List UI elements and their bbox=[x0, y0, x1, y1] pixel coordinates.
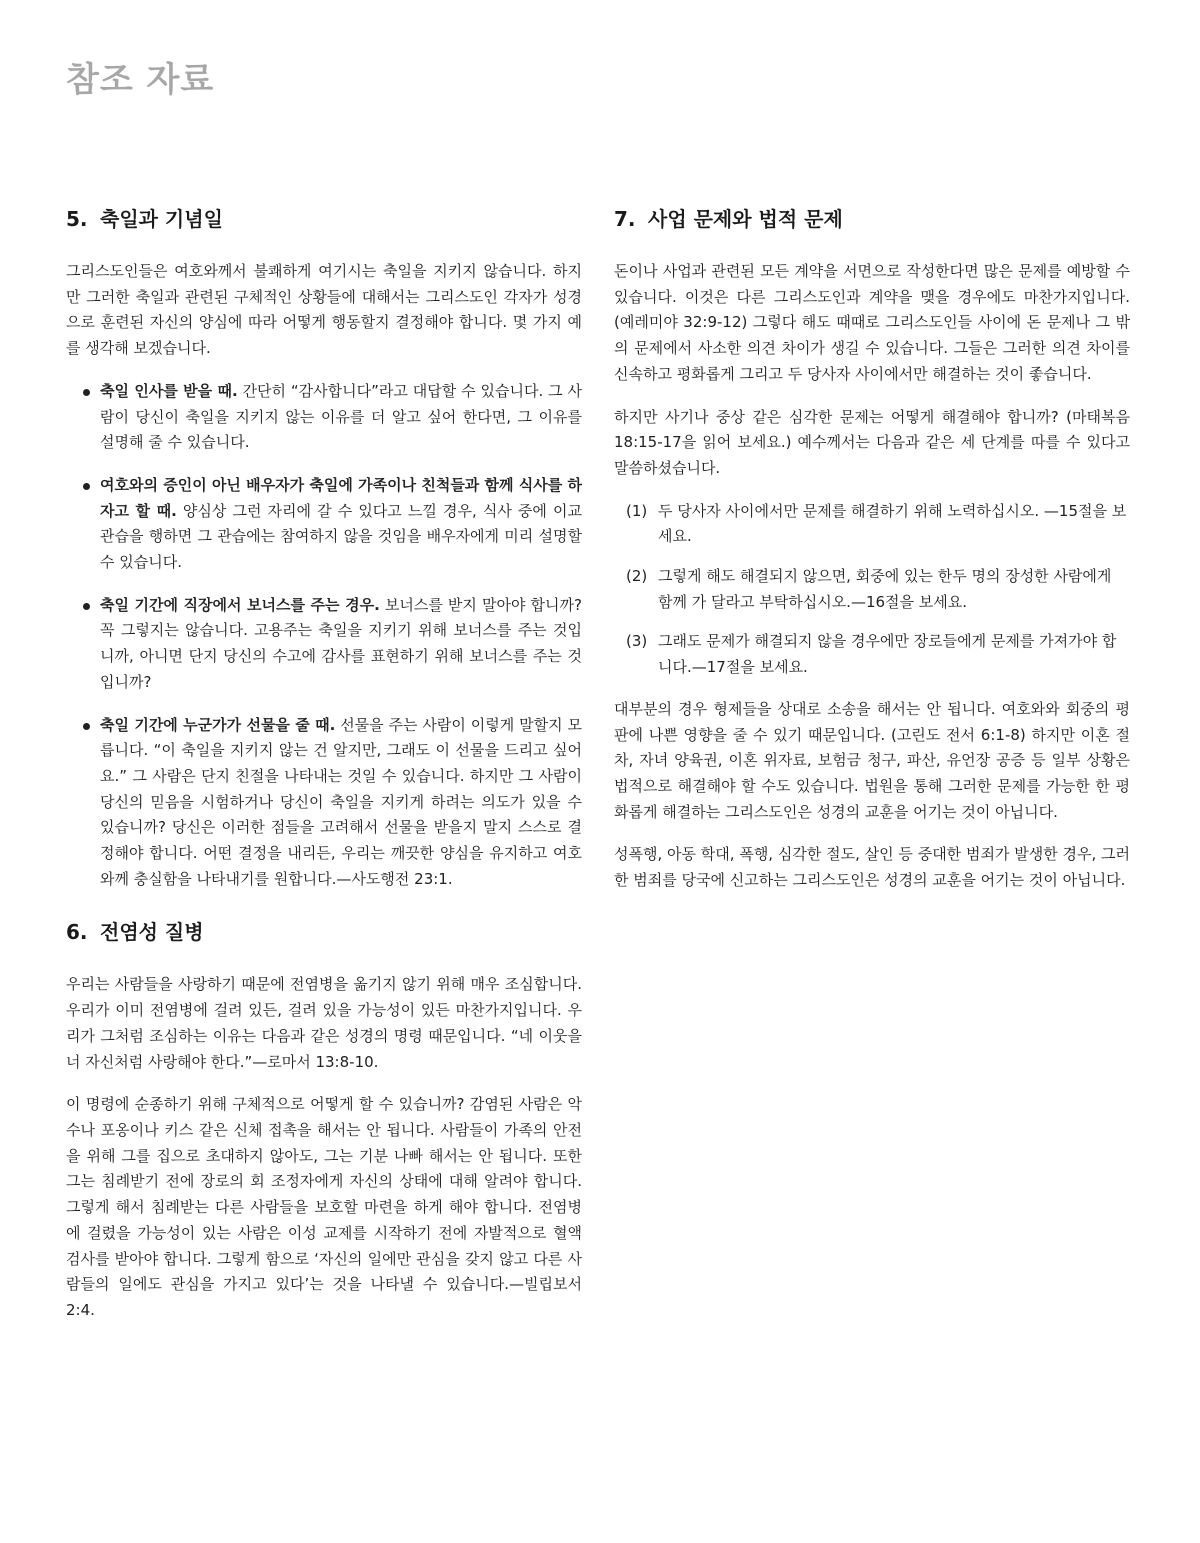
section-number: 6. bbox=[66, 920, 88, 945]
paragraph: 성폭행, 아동 학대, 폭행, 심각한 절도, 살인 등 중대한 범죄가 발생한 경우, 그러한 범죄를 당국에 신고하는 그리스도인은 성경의 교훈을 어기는 것이 아닙니다. bbox=[614, 845, 1130, 890]
step-item bbox=[614, 564, 1130, 615]
paragraph: 그리스도인들은 여호와께서 불쾌하게 여기시는 축일을 지키지 않습니다. 하지만 그러한 축일과 관련된 구체적인 상황들에 대해서는 그리스도인 각자가 성경으로 훈련된 자신의 양심에 따라 어떻게 행동할지 결정해야 합니다. 몇 가지 예를 생각해 보겠습니다. bbox=[66, 262, 582, 358]
paragraph: 하지만 사기나 중상 같은 심각한 문제는 어떻게 해결해야 합니까? (마태복음 18:15-17을 읽어 보세요.) 예수께서는 다음과 같은 세 단계를 따를 수 있다고 말씀하셨습니다. bbox=[614, 407, 1130, 477]
step-number: (2) bbox=[626, 567, 648, 586]
paragraph: 대부분의 경우 형제들을 상대로 소송을 해서는 안 됩니다. 여호와와 회중의 평판에 나쁜 영향을 줄 수 있기 때문입니다. (고린도 전서 6:1-8) 하지만 이혼 절차, 자녀 양육권, 이혼 위자료, 보험금 청구, 파산, 유언장 공증 등 일부 상황은 법적으로 해결해야 할 수도 있습니다. 법원을 통해 그러한 문제를 가능한 한 평화롭게 해결하는 그리스도인은 성경의 교훈을 어기는 것이 아닙니다. bbox=[614, 699, 1130, 821]
step-item bbox=[614, 499, 1130, 550]
section-contagious-disease bbox=[66, 918, 582, 1323]
bullet-dot-icon bbox=[83, 603, 90, 610]
section-title-text: 축일과 기념일 bbox=[100, 207, 223, 231]
steps-list bbox=[614, 499, 1130, 681]
bullet-text: 간단히 “감사합니다”라고 대답할 수 있습니다. 그 사람이 당신이 축일을 지키지 않는 이유를 더 알고 싶어 한다면, 그 이유를 설명해 줄 수 있습니다. bbox=[100, 381, 582, 452]
bullet-heading: 축일 인사를 받을 때. bbox=[100, 381, 238, 400]
page-header-title: 참조 자료 bbox=[66, 60, 215, 100]
step-item bbox=[614, 629, 1130, 680]
paragraph: 우리는 사람들을 사랑하기 때문에 전염병을 옮기지 않기 위해 매우 조심합니다. 우리가 이미 전염병에 걸려 있든, 걸려 있을 가능성이 있든 마찬가지입니다. 우리가 그처럼 조심하는 이유는 다음과 같은 성경의 명령 때문입니다. “네 이웃을 너 자신처럼 사랑해야 한다.”—로마서 13:8-10. bbox=[66, 975, 582, 1071]
section-number: 5. bbox=[66, 207, 88, 231]
bullet-item bbox=[66, 473, 582, 576]
bullet-dot-icon bbox=[83, 389, 90, 396]
bullet-dot-icon bbox=[83, 483, 90, 490]
bullet-dot-icon bbox=[83, 723, 90, 730]
bullet-item bbox=[66, 713, 582, 893]
section-title-text: 사업 문제와 법적 문제 bbox=[648, 207, 843, 231]
bullet-text: 보너스를 받지 말아야 합니까? 꼭 그렇지는 않습니다. 고용주는 축일을 지키기 위해 보너스를 주는 것입니까, 아니면 단지 당신의 수고에 감사를 표현하기 위해 보너스를 주는 것입니까? bbox=[100, 595, 582, 691]
bullet-heading: 여호와의 증인이 아닌 배우자가 축일에 가족이나 친척들과 함께 식사를 하자고 할 때. bbox=[100, 475, 582, 520]
step-number: (1) bbox=[626, 501, 648, 520]
section-title-text: 전염성 질병 bbox=[100, 920, 204, 945]
bullet-text: 선물을 주는 사람이 이렇게 말할지 모릅니다. “이 축일을 지키지 않는 건 알지만, 그래도 이 선물을 드리고 싶어요.” 그 사람은 단지 친절을 나타내는 것일 수 있습니다. 하지만 그 사람이 당신의 믿음을 시험하거나 당신이 축일을 지키게 하려는 의도가 있을 수 있습니까? 당신은 이러한 점들을 고려해서 선물을 받을지 말지 스스로 결정해야 합니다. 어떤 결정을 내리든, 우리는 깨끗한 양심을 유지하고 여호와께 충실함을 나타내기를 원합니다.—사도행전 23:1. bbox=[100, 715, 582, 888]
section-title bbox=[66, 205, 582, 233]
section-holidays bbox=[66, 205, 582, 892]
bullet-heading: 축일 기간에 누군가가 선물을 줄 때. bbox=[100, 715, 336, 734]
section-title bbox=[614, 205, 1130, 233]
right-column bbox=[614, 205, 1130, 911]
left-column bbox=[66, 205, 582, 1341]
bullet-text: 양심상 그런 자리에 갈 수 있다고 느낄 경우, 식사 중에 이교 관습을 행하면 그 관습에는 참여하지 않을 것임을 배우자에게 미리 설명할 수 있습니다. bbox=[100, 501, 582, 572]
step-number: (3) bbox=[626, 632, 648, 651]
paragraph: 돈이나 사업과 관련된 모든 계약을 서면으로 작성한다면 많은 문제를 예방할 수 있습니다. 이것은 다른 그리스도인과 계약을 맺을 경우에도 마찬가지입니다. (예레미야 32:9-12) 그렇다 해도 때때로 그리스도인들 사이에 돈 문제나 그 밖의 문제에서 사소한 의견 차이가 생길 수 있습니다. 그들은 그러한 의견 차이를 신속하고 평화롭게 그리고 두 당사자 사이에서만 해결하는 것이 좋습니다. bbox=[614, 262, 1130, 383]
step-text: 그렇게 해도 해결되지 않으면, 회중에 있는 한두 명의 장성한 사람에게 함께 가 달라고 부탁하십시오.—16절을 보세요. bbox=[658, 567, 1112, 611]
bullet-item bbox=[66, 379, 582, 456]
bullet-heading: 축일 기간에 직장에서 보너스를 주는 경우. bbox=[100, 595, 380, 614]
section-number: 7. bbox=[614, 207, 636, 231]
bullet-list bbox=[66, 379, 582, 893]
paragraph: 이 명령에 순종하기 위해 구체적으로 어떻게 할 수 있습니까? 감염된 사람은 악수나 포옹이나 키스 같은 신체 접촉을 해서는 안 됩니다. 사람들이 가족의 안전을 위해 그를 집으로 초대하지 않아도, 그는 기분 나빠 해서는 안 됩니다. 또한 그는 침례받기 전에 장로의 회 조정자에게 자신의 상태에 대해 알려야 합니다. 그렇게 해서 침례받는 다른 사람들을 보호할 마련을 하게 해야 합니다. 전염병에 걸렸을 가능성이 있는 사람은 이성 교제를 시작하기 전에 자발적으로 혈액 검사를 받아야 합니다. 그렇게 함으로 ‘자신의 일에만 관심을 갖지 않고 다른 사람들의 일에도 관심을 가지고 있다’는 것을 나타낼 수 있습니다.—빌립보서 2:4. bbox=[66, 1095, 582, 1319]
bullet-item bbox=[66, 593, 582, 696]
step-text: 그래도 문제가 해결되지 않을 경우에만 장로들에게 문제를 가져가야 합니다.—17절을 보세요. bbox=[658, 632, 1117, 677]
section-title bbox=[66, 918, 582, 946]
section-business-legal bbox=[614, 205, 1130, 894]
step-text: 두 당사자 사이에서만 문제를 해결하기 위해 노력하십시오. —15절을 보세요. bbox=[658, 501, 1127, 546]
